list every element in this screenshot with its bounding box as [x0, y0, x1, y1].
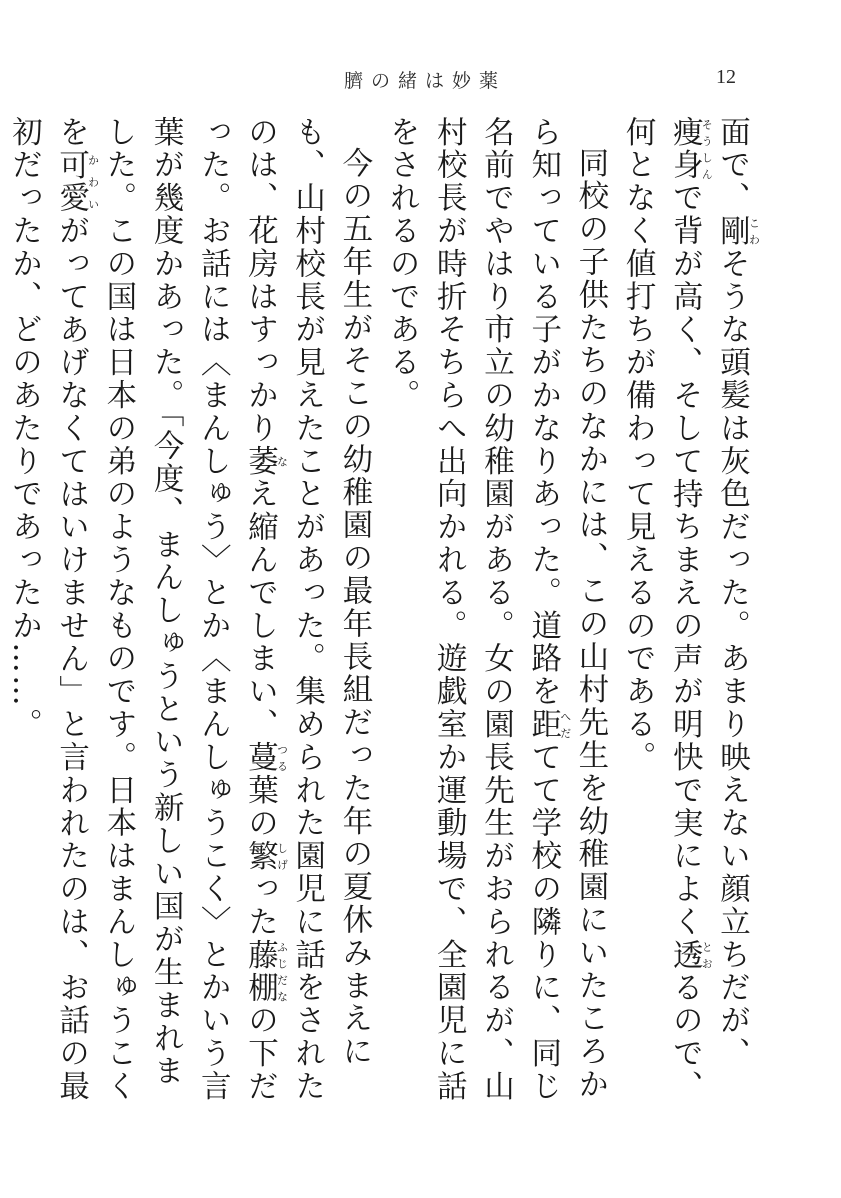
furigana: へだ	[558, 708, 572, 742]
running-head	[0, 66, 841, 96]
text-run: るので、何となく値打ちが備わって見えるのである。	[620, 116, 703, 1104]
vertical-body-text	[6, 116, 761, 1116]
ruby-base: 萎	[242, 445, 278, 478]
furigana: な	[275, 445, 289, 478]
ruby-annotated-word	[525, 708, 572, 742]
furigana: しげ	[275, 839, 289, 873]
running-title: 臍の緒は妙薬	[343, 70, 506, 92]
ruby-annotated-word	[667, 116, 714, 182]
ruby-annotated-word	[242, 938, 289, 1005]
ruby-annotated-word	[667, 938, 714, 972]
furigana: ふじだな	[275, 938, 289, 1005]
text-run: え縮んでしまい、	[242, 477, 278, 742]
ruby-annotated-word	[242, 839, 289, 873]
ruby-annotated-word	[242, 741, 289, 775]
text-run: の下だった。お話には〈まんしゅう〉とか〈まんしゅうこく〉とかいう言葉が幾度かあった。「今度、まんしゅうという新しい国が生まれました。この国は日本の弟のようなものです。日本はまんしゅうこくを	[53, 116, 278, 1104]
text-run: 今の五年生がそこの幼稚園の最年長組だった年の夏休みまえにも、山村校長が見えたことがあった。集められた園児に話をされたのは、花房はすっかり	[242, 116, 372, 1103]
ruby-base: 可愛	[53, 148, 89, 215]
text-run: てて学校の隣りに、同じ名前でやはり市立の幼稚園がある。女の園長先生がおられるが、山村校長が時折そちらへ出向かれる。遊戯室か運動場で、全園児に話をされるのである。	[384, 116, 561, 1104]
page-number: 12	[716, 66, 736, 88]
ruby-base: 剛	[714, 214, 750, 248]
ruby-base: 繁	[242, 839, 278, 873]
ruby-base: 透	[667, 938, 703, 972]
furigana: とお	[700, 938, 714, 972]
text-run: そうな頭髪は灰色だった。あまり映えない顔立ちだが、	[714, 247, 750, 1071]
paragraph	[0, 116, 378, 1116]
ruby-annotated-word	[242, 445, 289, 478]
text-run: 葉の	[242, 774, 278, 840]
paragraph	[378, 116, 614, 1116]
ruby-base: 蔓	[242, 741, 278, 775]
ruby-base: 距	[525, 708, 561, 742]
ruby-annotated-word	[714, 214, 761, 248]
ruby-base: 痩身	[667, 116, 703, 182]
text-run: 面で、	[714, 116, 750, 215]
furigana: つる	[275, 741, 289, 774]
text-run: った	[242, 872, 278, 939]
ruby-annotated-word	[53, 148, 100, 215]
text-run: で背が高く、そして持ちまえの声が明快で実によく	[667, 181, 703, 939]
furigana: こわ	[747, 214, 761, 248]
ruby-base: 藤棚	[242, 938, 278, 1005]
text-run: がってあげなくてはいけません」と言われたのは、お話の最初だったか、どのあたりであったか……。	[6, 116, 89, 1104]
furigana: かわい	[86, 148, 100, 215]
text-run: 同校の子供たちのなかには、この山村先生を幼稚園にいたころから知っている子がかなりあった。道路を	[525, 116, 608, 1101]
paragraph	[614, 116, 760, 1116]
furigana: そうしん	[700, 116, 714, 182]
